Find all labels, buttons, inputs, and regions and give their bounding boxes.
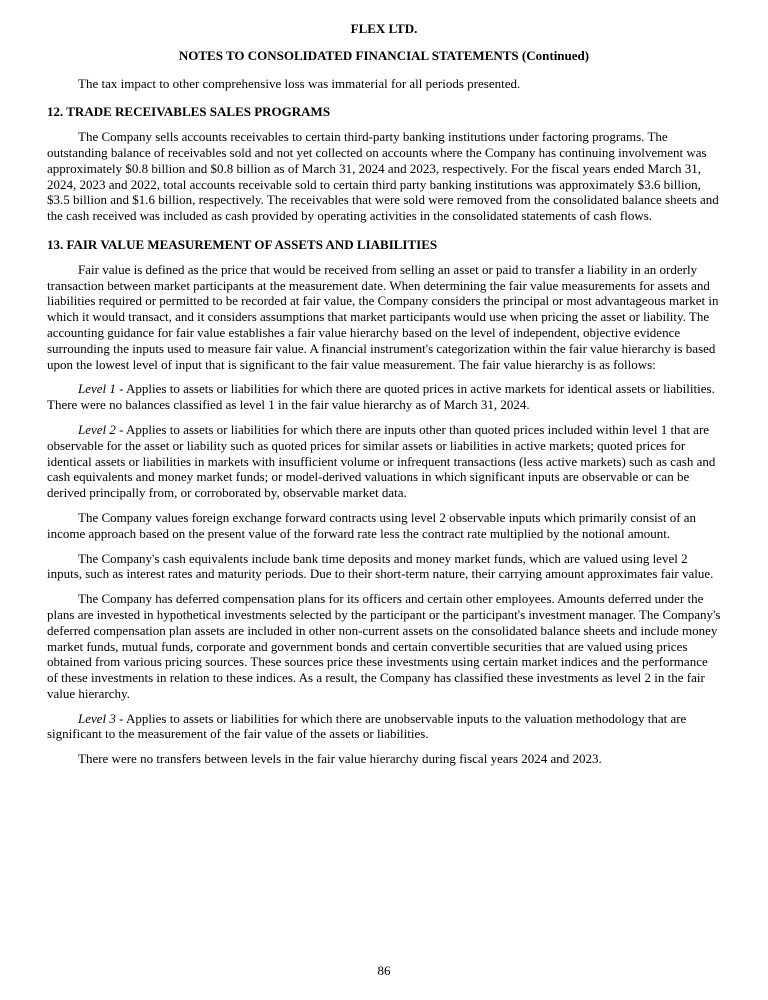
document-title: NOTES TO CONSOLIDATED FINANCIAL STATEMENTS (Continued) <box>178 47 590 63</box>
paragraph-cash-equivalents: The Company's cash equivalents include bank time deposits and money market funds, which are valued using level 2 inputs, such as interest rates and maturity periods. Due to their short-term nature, their carrying amount approximates fair value. <box>47 550 714 582</box>
paragraph-deferred-compensation: The Company has deferred compensation plans for its officers and certain other employees. Amounts deferred under the plans are invested in hypothetical investments selected by the participant or the participant's investment manager. The Company's deferred compensation plan assets are included in other non-current assets on the consolidated balance sheets and include money market funds, mutual funds, corporate and government bonds and certain convertible securities that are valued using prices obtained from various pricing sources. These sources price these investments using certain market indices and the performance of these investments in relation to these indices. As a result, the Company has classified these investments as level 2 in the fair value hierarchy. <box>47 591 721 701</box>
paragraph-level-1 <box>47 381 721 413</box>
document-header <box>47 21 721 64</box>
level-2-text: - Applies to assets or liabilities for which there are inputs other than quoted prices included within level 1 that are observable for the asset or liability such as quoted prices for similar assets or liabilities in active markets; quoted prices for identical assets or liabilities in markets with insufficient volume or infrequent transactions (less active markets) such as cash and cash equivalents and money market funds; or model-derived valuations in which significant inputs are observable or can be derived principally from, or corroborated by, observable market data. <box>47 421 716 501</box>
page-number: 86 <box>377 963 391 979</box>
document-footer <box>0 963 768 979</box>
level-2-label: Level 2 <box>78 421 116 437</box>
paragraph-fair-value-definition: Fair value is defined as the price that would be received from selling an asset or paid to transfer a liability in an orderly transaction between market participants at the measurement date. When determining the fair value measurements for assets and liabilities required or permitted to be recorded at fair value, the Company considers the principal or most advantageous market in which it would transact, and it considers assumptions that market participants would use when pricing the asset or liability. The accounting guidance for fair value establishes a fair value hierarchy based on the level of independent, objective evidence surrounding the inputs used to measure fair value. A financial instrument's categorization within the fair value hierarchy is based upon the lowest level of input that is significant to the fair value measurement. The fair value hierarchy is as follows: <box>47 261 719 372</box>
paragraph-forward-contracts: The Company values foreign exchange forward contracts using level 2 observable inputs which primarily consist of an income approach based on the present value of the forward rate less the contract rate multiplied by the notional amount. <box>47 509 697 541</box>
paragraph-factoring-programs: The Company sells accounts receivables to certain third-party banking institutions under factoring programs. The outstanding balance of receivables sold and not yet collected on accounts where the Company has continuing involvement was approximately $0.8 billion and $0.8 billion as of March 31, 2024 and 2023, respectively. For the fiscal years ended March 31, 2024, 2023 and 2022, total accounts receivable sold to certain third party banking institutions was approximately $3.6 billion, $3.5 billion and $1.6 billion, respectively. The receivables that were sold were removed from the consolidated balance sheets and the cash received was included as cash provided by operating activities in the consolidated statements of cash flows. <box>47 129 719 224</box>
level-3-text: - Applies to assets or liabilities for which there are unobservable inputs to the valuation methodology that are significant to the measurement of the fair value of the assets or liabilities. <box>47 710 687 742</box>
paragraph-no-transfers: There were no transfers between levels in the fair value hierarchy during fiscal years 2024 and 2023. <box>78 751 602 767</box>
level-3-label: Level 3 <box>78 710 116 726</box>
company-name: FLEX LTD. <box>350 21 418 36</box>
document-body <box>47 76 721 767</box>
section-heading-trade-receivables: 12. TRADE RECEIVABLES SALES PROGRAMS <box>47 104 331 120</box>
paragraph-level-2 <box>47 422 721 501</box>
section-heading-fair-value: 13. FAIR VALUE MEASUREMENT OF ASSETS AND LIABILITIES <box>47 236 438 252</box>
paragraph-level-3 <box>47 711 721 743</box>
paragraph-tax-impact: The tax impact to other comprehensive loss was immaterial for all periods presented. <box>78 75 521 91</box>
level-1-text: - Applies to assets or liabilities for which there are quoted prices in active markets for identical assets or liabilities. There were no balances classified as level 1 in the fair value hierarchy as of March 31, 2024. <box>47 381 715 413</box>
level-1-label: Level 1 <box>78 381 116 397</box>
